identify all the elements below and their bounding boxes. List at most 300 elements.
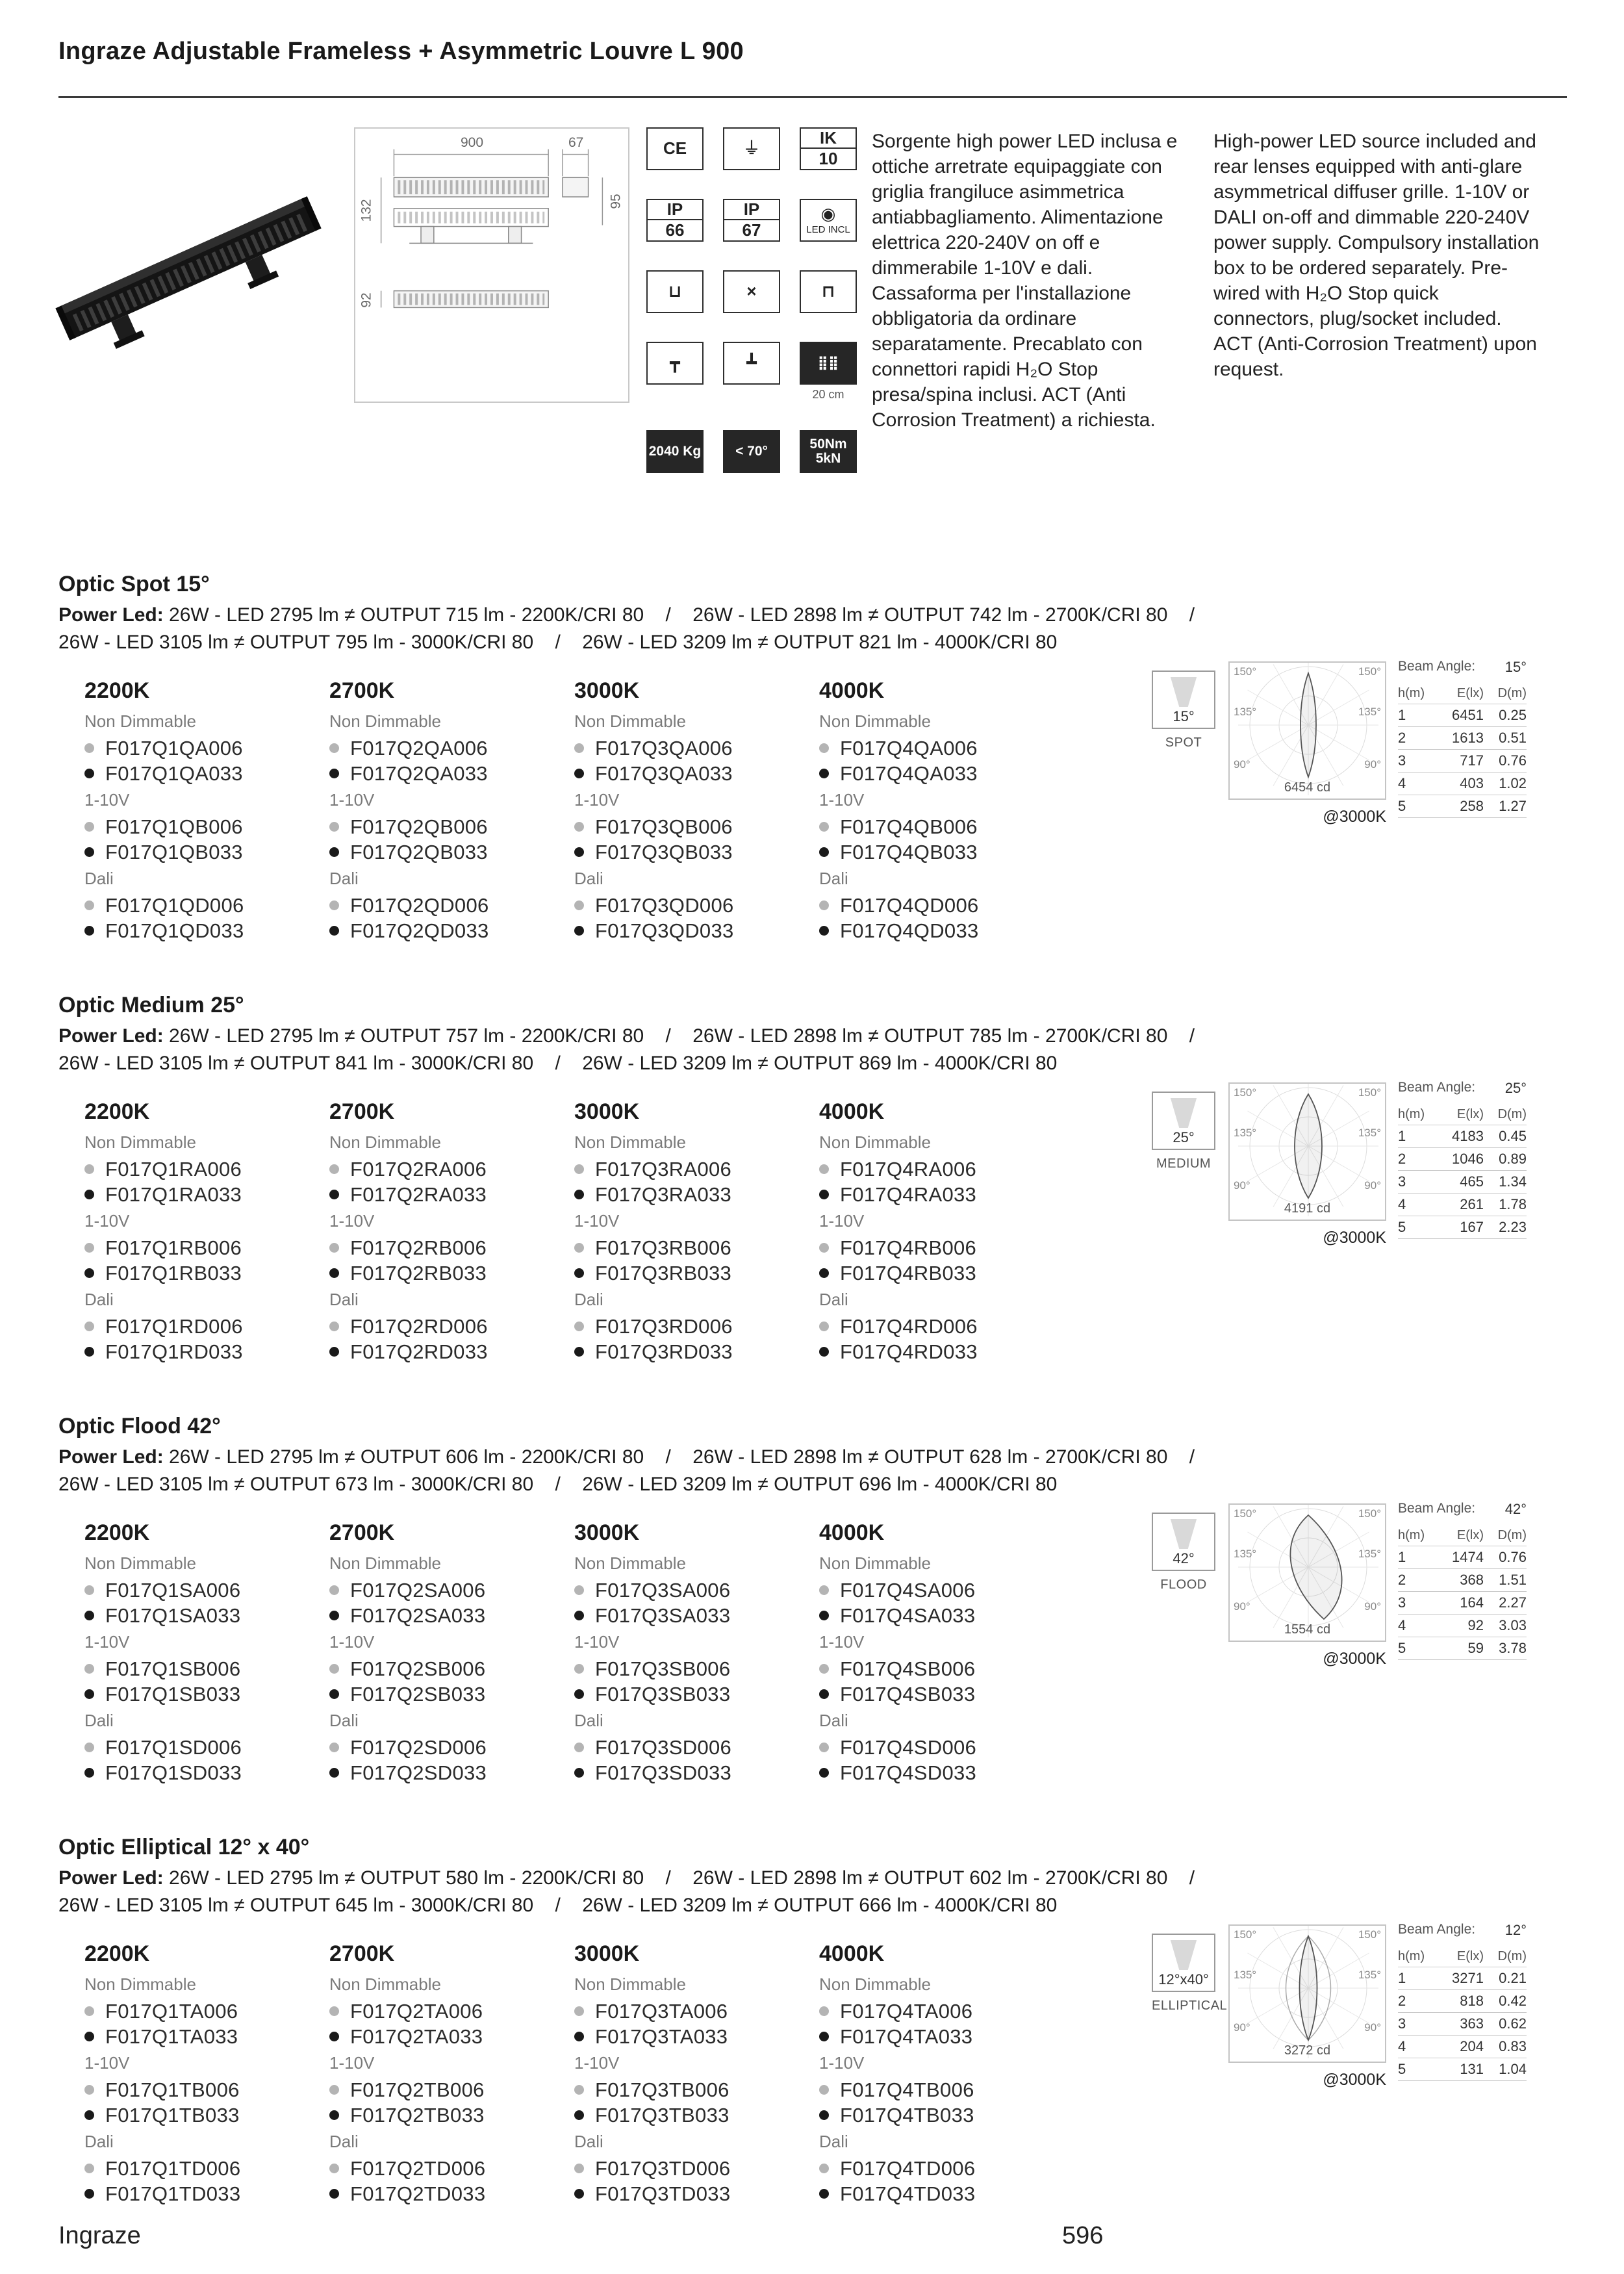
ce-mark-icon: [646, 127, 704, 170]
product-code-row: [819, 1156, 1064, 1182]
dimming-label: Dali: [574, 869, 603, 888]
photometry-cell: 2: [1398, 730, 1406, 746]
finish-dot-black: [574, 2110, 584, 2120]
product-code: F017Q3RD033: [595, 1340, 733, 1363]
dimming-group: [819, 2132, 1064, 2206]
icon-cell: [723, 270, 780, 313]
dimming-group: [819, 1711, 1064, 1785]
product-code: F017Q1TD006: [105, 2156, 241, 2180]
photometry-cell: 167: [1460, 1219, 1484, 1235]
dimming-group: [819, 1553, 1064, 1628]
optic-badge-box: [1152, 1092, 1215, 1150]
product-code: F017Q2TB006: [350, 2078, 485, 2101]
product-code-row: [574, 1182, 819, 1207]
dimming-label: Dali: [329, 1711, 359, 1730]
product-code: F017Q4TD006: [840, 2156, 976, 2180]
technical-drawing: [354, 127, 629, 403]
product-code: F017Q1QD033: [105, 919, 244, 942]
product-code: F017Q4SB033: [840, 1682, 976, 1706]
product-code-row: [329, 1578, 574, 1603]
temp-header: 2200K: [84, 1099, 150, 1124]
finish-dot-gray: [819, 743, 829, 753]
optic-angle: 42°: [1173, 1550, 1195, 1566]
finish-dot-gray: [84, 1164, 94, 1174]
dimming-label: Dali: [84, 1711, 114, 1730]
product-code: F017Q4QA006: [840, 736, 978, 760]
section-content-row: [58, 1922, 1567, 2247]
photometry-header-cell: h(m): [1398, 1949, 1425, 1963]
beam-angle-label: Beam Angle:: [1398, 1922, 1476, 1937]
finish-dot-black: [329, 1611, 339, 1620]
dimming-label: Non Dimmable: [84, 1132, 196, 1152]
temp-column: [574, 1520, 819, 1785]
dimming-label: 1-10V: [84, 2053, 130, 2073]
dimming-group: [819, 711, 1064, 786]
finish-dot-gray: [329, 2164, 339, 2173]
product-code: F017Q3TD006: [595, 2156, 731, 2180]
finish-dot-gray: [84, 822, 94, 832]
earth-ground-icon: [723, 127, 780, 170]
product-photo: [39, 127, 341, 413]
power-led-line-1: [58, 1867, 1195, 1889]
product-code-row: [84, 1999, 329, 2024]
temp-column: [819, 1941, 1064, 2206]
product-code-row: [329, 2102, 574, 2128]
beam-cone-icon: [1165, 1940, 1202, 1970]
product-code-row: [574, 893, 819, 918]
icon-cell: [723, 342, 780, 385]
finish-dot-black: [329, 926, 339, 936]
product-code: F017Q4QA033: [840, 761, 978, 785]
finish-dot-black: [819, 926, 829, 936]
product-code-row: [819, 918, 1064, 943]
power-led-specs-2: 26W - LED 3105 lm ≠ OUTPUT 673 lm - 3000K/CRI 80 / 26W - LED 3209 lm ≠ OUTPUT 696 lm - 4000K/CRI 80: [58, 1474, 1058, 1495]
no-drive-over-icon-label: ×: [746, 281, 757, 301]
gravel-bed-icon-label: ⣿⣿: [817, 355, 839, 370]
product-code-row: [574, 1235, 819, 1260]
dimming-group: [329, 2132, 574, 2206]
product-code: F017Q2SD006: [350, 1735, 487, 1759]
dimming-label: 1-10V: [819, 1211, 865, 1231]
beam-cone-icon: [1165, 1098, 1202, 1128]
finish-dot-gray: [819, 1243, 829, 1253]
polar-angle-label: 90°: [1364, 1179, 1381, 1192]
temp-column: [84, 1520, 329, 1785]
photometry-cell: 3.03: [1499, 1617, 1527, 1633]
finish-dot-gray: [84, 2006, 94, 2016]
polar-angle-label: 90°: [1234, 1179, 1250, 1192]
photometry-header-cell: D(m): [1497, 1107, 1527, 1121]
photometry-cell: 465: [1460, 1173, 1484, 1190]
product-code-row: [329, 1314, 574, 1339]
product-code-row: [329, 1603, 574, 1628]
dimming-group: [84, 2132, 329, 2206]
ip66-rating-icon-label: IP: [648, 200, 702, 220]
product-code-row: [574, 1260, 819, 1286]
beam-angle-label: Beam Angle:: [1398, 659, 1476, 674]
dimming-group: [329, 1211, 574, 1286]
product-code-row: [329, 1339, 574, 1364]
finish-dot-black: [329, 1347, 339, 1357]
polar-angle-label: 90°: [1364, 2021, 1381, 2034]
icon-cell: [723, 199, 780, 242]
product-code-row: [84, 1260, 329, 1286]
photometry-row: [1398, 750, 1527, 773]
temp-column: [84, 678, 329, 943]
photometry-cell: 131: [1460, 2061, 1484, 2077]
dim-height-body: 132: [359, 199, 374, 222]
finish-dot-gray: [329, 2085, 339, 2095]
finish-dot-gray: [819, 2085, 829, 2095]
photometry-row: [1398, 773, 1527, 795]
product-code: F017Q3QA006: [595, 736, 733, 760]
dimming-group: [329, 2053, 574, 2128]
dimming-label: Non Dimmable: [84, 1553, 196, 1573]
photometry-cell: 1.34: [1499, 1173, 1527, 1190]
product-code-row: [574, 1656, 819, 1681]
finish-dot-gray: [574, 2164, 584, 2173]
photometry-cell: 2: [1398, 1572, 1406, 1588]
product-code: F017Q1SB033: [105, 1682, 241, 1706]
power-led-label: Power Led:: [58, 604, 170, 626]
product-code-row: [819, 893, 1064, 918]
product-code-row: [819, 2102, 1064, 2128]
dimming-group: [329, 1290, 574, 1364]
photometry-cell: 3.78: [1499, 1640, 1527, 1656]
product-code: F017Q4RD006: [840, 1314, 978, 1338]
product-code: F017Q1TD033: [105, 2182, 241, 2205]
icon-cell: [800, 430, 857, 473]
finish-dot-black: [819, 1268, 829, 1278]
dimming-group: [574, 1553, 819, 1628]
beam-angle-row: [1398, 659, 1527, 676]
finish-dot-gray: [819, 1164, 829, 1174]
polar-angle-label: 150°: [1234, 1086, 1257, 1099]
temp-column: [84, 1099, 329, 1364]
photometry-cell: 2.27: [1499, 1594, 1527, 1611]
polar-plot: [1228, 1924, 1386, 2063]
dimming-group: [329, 790, 574, 865]
dimming-group: [84, 1132, 329, 1207]
photometry-header-cell: D(m): [1497, 1949, 1527, 1963]
product-code-row: [819, 761, 1064, 786]
optic-section: [58, 572, 1567, 993]
dimming-label: 1-10V: [84, 790, 130, 810]
product-code-row: [84, 1603, 329, 1628]
dimming-group: [574, 2053, 819, 2128]
temp-column: [329, 1099, 574, 1364]
dimming-group: [84, 1211, 329, 1286]
finish-dot-gray: [329, 1322, 339, 1331]
ik10-rating-icon-label: IK: [801, 129, 856, 149]
product-code-row: [819, 1578, 1064, 1603]
product-code-row: [329, 893, 574, 918]
product-code-row: [819, 735, 1064, 761]
temp-header: 3000K: [574, 1520, 640, 1545]
photometry-header-row: [1398, 1947, 1527, 1967]
candela-value: 6454 cd: [1284, 780, 1331, 795]
product-code: F017Q1TB033: [105, 2103, 240, 2127]
finish-dot-black: [574, 769, 584, 778]
product-code: F017Q4RA006: [840, 1157, 977, 1181]
product-code: F017Q2SB033: [350, 1682, 486, 1706]
product-code: F017Q4QB033: [840, 840, 978, 863]
dimming-group: [329, 711, 574, 786]
dimming-group: [819, 1211, 1064, 1286]
dimming-group: [84, 1632, 329, 1707]
product-code-row: [84, 1235, 329, 1260]
power-led-label: Power Led:: [58, 1867, 170, 1889]
earth-ground-icon-label: ⏚: [742, 138, 760, 159]
dimming-label: 1-10V: [574, 1211, 620, 1231]
photometry-cell: 1474: [1452, 1549, 1484, 1565]
product-code: F017Q2SB006: [350, 1657, 486, 1680]
photometry-cell: 818: [1460, 1993, 1484, 2009]
finish-dot-gray: [84, 2164, 94, 2173]
polar-diagram: [1228, 1503, 1386, 1668]
photometry-cell: 258: [1460, 798, 1484, 814]
finish-dot-black: [574, 1268, 584, 1278]
product-code-row: [819, 1182, 1064, 1207]
dim-height-louvre: 95: [608, 194, 624, 209]
photometry-cell: 3271: [1452, 1970, 1484, 1986]
product-code: F017Q2TD006: [350, 2156, 486, 2180]
dimming-label: 1-10V: [574, 790, 620, 810]
optic-name: SPOT: [1165, 735, 1202, 750]
product-code: F017Q1QA006: [105, 736, 243, 760]
photometry-row: [1398, 1148, 1527, 1171]
polar-angle-label: 135°: [1358, 706, 1381, 718]
product-code-row: [819, 839, 1064, 865]
product-code: F017Q2RD006: [350, 1314, 488, 1338]
photometry-cell: 2: [1398, 1993, 1406, 2009]
power-led-specs-1: 26W - LED 2795 lm ≠ OUTPUT 757 lm - 2200K/CRI 80 / 26W - LED 2898 lm ≠ OUTPUT 785 lm - 2700K/CRI 80 /: [169, 1025, 1195, 1047]
product-code: F017Q1RA006: [105, 1157, 242, 1181]
finish-dot-gray: [329, 743, 339, 753]
footer-brand: Ingraze: [58, 2222, 141, 2249]
photometry-cell: 0.42: [1499, 1993, 1527, 2009]
finish-dot-gray: [84, 1322, 94, 1331]
product-code: F017Q1SB006: [105, 1657, 241, 1680]
torque-load-icon-label: 50Nm 5kN: [809, 436, 847, 466]
photometry-cell: 1: [1398, 1128, 1406, 1144]
icon-cell: [646, 270, 704, 313]
dim-depth: 92: [359, 292, 374, 308]
product-code-row: [84, 1656, 329, 1681]
product-code: F017Q2SD033: [350, 1761, 487, 1784]
product-code-row: [819, 2156, 1064, 2181]
optic-name: FLOOD: [1160, 1578, 1207, 1592]
product-code-row: [329, 1235, 574, 1260]
product-code-row: [574, 1314, 819, 1339]
product-code: F017Q4SB006: [840, 1657, 976, 1680]
finish-dot-gray: [574, 1585, 584, 1595]
photometry-row: [1398, 1569, 1527, 1592]
finish-dot-gray: [329, 901, 339, 910]
finish-dot-gray: [329, 1243, 339, 1253]
optic-badge: [1152, 1513, 1215, 1592]
dimming-label: Non Dimmable: [574, 1974, 686, 1994]
photometry-cell: 0.21: [1499, 1970, 1527, 1986]
polar-angle-label: 90°: [1364, 1600, 1381, 1613]
finish-dot-black: [84, 1347, 94, 1357]
recessed-installation-icon-label: ⊔: [668, 281, 682, 301]
temp-header: 2200K: [84, 678, 150, 703]
product-code: F017Q2RA006: [350, 1157, 487, 1181]
photometry-header-cell: h(m): [1398, 1528, 1425, 1542]
polar-plot: [1228, 661, 1386, 800]
finish-dot-gray: [84, 1743, 94, 1752]
section-title: Optic Elliptical 12° x 40°: [58, 1835, 310, 1859]
product-code-row: [329, 1760, 574, 1785]
product-code-row: [574, 1735, 819, 1760]
product-code-row: [84, 1681, 329, 1707]
finish-dot-black: [329, 2032, 339, 2041]
dimming-group: [574, 1290, 819, 1364]
product-code-row: [574, 735, 819, 761]
torque-load-icon: [800, 430, 857, 473]
optic-badge: [1152, 671, 1215, 750]
code-columns: [84, 1099, 1064, 1364]
finish-dot-black: [84, 926, 94, 936]
optic-section: [58, 993, 1567, 1414]
temp-header: 2700K: [329, 1941, 395, 1966]
photometry-cell: 0.83: [1499, 2038, 1527, 2054]
finish-dot-black: [574, 2189, 584, 2199]
product-code: F017Q3TD033: [595, 2182, 731, 2205]
photometry-cell: 4: [1398, 2038, 1406, 2054]
finish-dot-gray: [819, 1664, 829, 1674]
section-title: Optic Flood 42°: [58, 1414, 221, 1438]
photometry-cell: 1: [1398, 707, 1406, 723]
product-code: F017Q4QD006: [840, 893, 979, 917]
photometry-cell: 3: [1398, 2015, 1406, 2032]
product-code: F017Q4RD033: [840, 1340, 978, 1363]
code-columns: [84, 1941, 1064, 2206]
polar-angle-label: 90°: [1364, 758, 1381, 771]
temp-header: 3000K: [574, 678, 640, 703]
finish-dot-black: [819, 1768, 829, 1778]
product-code-row: [819, 2181, 1064, 2206]
finish-dot-black: [329, 2110, 339, 2120]
product-code: F017Q2RB033: [350, 1261, 487, 1284]
finish-dot-gray: [819, 1743, 829, 1752]
flush-ground-icon-label: ⊓: [821, 281, 835, 301]
photometry-header-row: [1398, 1526, 1527, 1546]
icon-cell: [646, 127, 704, 170]
dimming-label: 1-10V: [819, 790, 865, 810]
product-code-row: [84, 1156, 329, 1182]
product-code-row: [819, 1760, 1064, 1785]
product-code: F017Q2SA033: [350, 1603, 486, 1627]
polar-angle-label: 135°: [1234, 1127, 1257, 1139]
product-code-row: [819, 1656, 1064, 1681]
dimming-group: [574, 790, 819, 865]
finish-dot-black: [574, 1689, 584, 1699]
product-code-row: [84, 2077, 329, 2102]
product-code-row: [329, 735, 574, 761]
dimming-label: Non Dimmable: [574, 711, 686, 731]
beam-angle-label: Beam Angle:: [1398, 1501, 1476, 1516]
product-code: F017Q3RA006: [595, 1157, 732, 1181]
product-code-row: [329, 918, 574, 943]
photometry-cell: 204: [1460, 2038, 1484, 2054]
product-code: F017Q2RD033: [350, 1340, 488, 1363]
polar-angle-label: 90°: [1234, 2021, 1250, 2034]
product-code-row: [819, 2024, 1064, 2049]
icon-row: [646, 127, 867, 170]
dimming-group: [819, 1290, 1064, 1364]
finish-dot-gray: [84, 901, 94, 910]
product-code: F017Q4QB006: [840, 815, 978, 838]
product-code-row: [329, 2077, 574, 2102]
photometry-cell: 59: [1467, 1640, 1484, 1656]
dimming-label: Dali: [819, 869, 848, 888]
photometry-row: [1398, 795, 1527, 818]
finish-dot-gray: [329, 1664, 339, 1674]
dimming-label: Dali: [574, 2132, 603, 2151]
power-led-line-1: [58, 604, 1195, 626]
finish-dot-black: [819, 1347, 829, 1357]
photometry-row: [1398, 2036, 1527, 2058]
photometry-cell: 1.02: [1499, 775, 1527, 791]
product-code-row: [574, 814, 819, 839]
photometry-header-cell: E(lx): [1456, 686, 1484, 700]
finish-dot-black: [84, 1190, 94, 1199]
ce-mark-icon-label: CE: [663, 138, 687, 159]
polar-angle-label: 90°: [1234, 758, 1250, 771]
product-code: F017Q3SA033: [595, 1603, 731, 1627]
code-columns: [84, 1520, 1064, 1785]
icon-row: [646, 270, 867, 313]
recessed-installation-icon: [646, 270, 704, 313]
section-content-row: [58, 1080, 1567, 1405]
beam-angle-value: 25°: [1504, 1080, 1527, 1096]
finish-dot-gray: [574, 901, 584, 910]
dimming-group: [574, 869, 819, 943]
polar-plot: [1228, 1503, 1386, 1642]
product-code: F017Q1QB033: [105, 840, 243, 863]
dimming-group: [574, 1632, 819, 1707]
finish-dot-black: [819, 1611, 829, 1620]
dimming-label: Non Dimmable: [329, 1974, 441, 1994]
product-code: F017Q3QB033: [595, 840, 733, 863]
beam-angle-row: [1398, 1501, 1527, 1518]
dimming-label: 1-10V: [329, 1632, 375, 1652]
beam-angle-value: 42°: [1504, 1501, 1527, 1517]
temp-header: 2700K: [329, 1520, 395, 1545]
photometry-header-cell: E(lx): [1456, 1949, 1484, 1963]
finish-dot-gray: [819, 1322, 829, 1331]
product-code: F017Q1SA033: [105, 1603, 241, 1627]
product-code-row: [574, 1760, 819, 1785]
photometry-cell: 3: [1398, 752, 1406, 769]
static-load-icon-label: 2040 Kg: [648, 443, 702, 459]
product-code: F017Q1QA033: [105, 761, 243, 785]
dimming-group: [819, 790, 1064, 865]
dimming-group: [819, 1974, 1064, 2049]
quick-connector-plug-icon: [646, 342, 704, 385]
dimming-label: 1-10V: [329, 2053, 375, 2073]
finish-dot-gray: [819, 2164, 829, 2173]
static-load-icon: [646, 430, 704, 473]
finish-dot-gray: [329, 1585, 339, 1595]
photometry-header-row: [1398, 1105, 1527, 1125]
product-code: F017Q3TA006: [595, 1999, 728, 2023]
photometry-row: [1398, 2058, 1527, 2081]
dimming-label: Dali: [84, 2132, 114, 2151]
power-led-specs-1: 26W - LED 2795 lm ≠ OUTPUT 580 lm - 2200K/CRI 80 / 26W - LED 2898 lm ≠ OUTPUT 602 lm - 2700K/CRI 80 /: [169, 1867, 1195, 1889]
